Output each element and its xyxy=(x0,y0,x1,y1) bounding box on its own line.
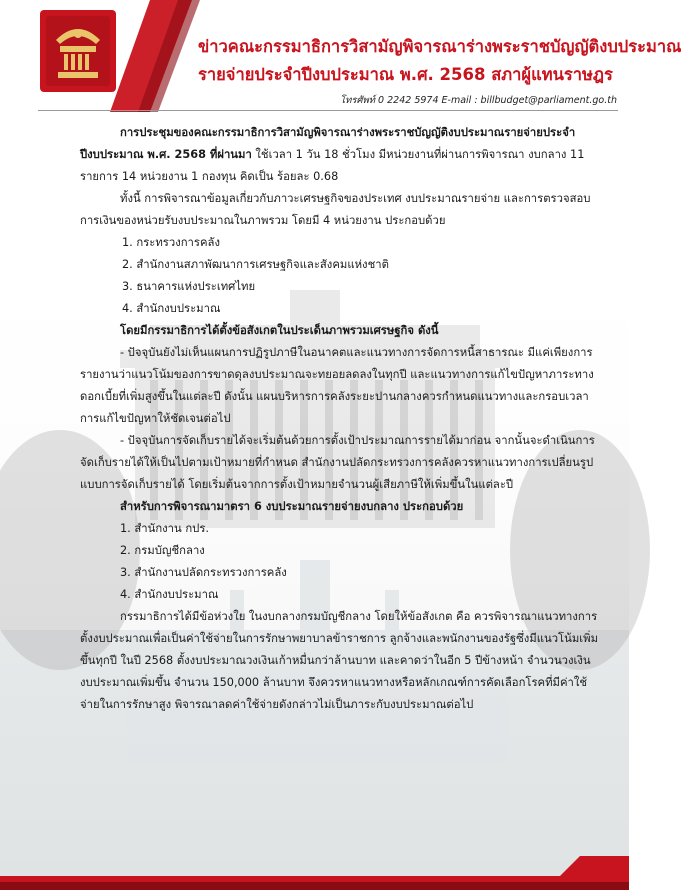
title-line-1: ข่าวคณะกรรมาธิการวิสามัญพิจารณาร่างพระราชบัญญัติงบประมาณ xyxy=(198,37,681,56)
title-line-2: รายจ่ายประจำปีงบประมาณ พ.ศ. 2568 สภาผู้แทนราษฎร xyxy=(198,65,613,84)
agency-list xyxy=(80,232,600,320)
observation-1: - ปัจจุบันยังไม่เห็นแผนการปฏิรูปภาษีในอนาคตและแนวทางการจัดการหนี้สาธารณะ มีแค่เพียงการรายงานว่าแนวโน้มของการขาดดุลงบประมาณจะทยอยลดลงในทุกปี และแนวทางการแก้ไขปัญหาภาระทางดอกเบี้ยที่เพิ่มสูงขึ้นในแต่ละปี ดังนั้น แผนบริหารการคลังระยะปานกลางควรกำหนดแนวทางและกรอบเวลาการแก้ไขปัญหาให้ชัดเจนต่อไป xyxy=(80,346,594,425)
intro-rest-text: ใช้เวลา 1 วัน 18 ชั่วโมง มีหน่วยงานที่ผ่านการพิจารณา งบกลาง 11 รายการ 14 หน่วยงาน 1 กองทุน คิดเป็น ร้อยละ 0.68 xyxy=(80,148,585,183)
list-item: 3. สำนักงานปลัดกระทรวงการคลัง xyxy=(120,566,287,579)
header-divider xyxy=(38,110,618,111)
list-item: 4. สำนักงบประมาณ xyxy=(122,302,221,315)
list-item: 1. กระทรวงการคลัง xyxy=(122,236,220,249)
list-item: 2. กรมบัญชีกลาง xyxy=(120,544,205,557)
central-budget-heading: สำหรับการพิจารณามาตรา 6 งบประมาณรายจ่ายงบกลาง ประกอบด้วย xyxy=(120,500,464,513)
footer-decoration xyxy=(0,856,629,890)
list-item: 2. สำนักงานสภาพัฒนาการเศรษฐกิจและสังคมแห่งชาติ xyxy=(122,258,389,271)
list-item: 1. สำนักงาน กปร. xyxy=(120,522,210,535)
paragraph-agencies: ทั้งนี้ การพิจารณาข้อมูลเกี่ยวกับภาวะเศรษฐกิจของประเทศ งบประมาณรายจ่าย และการตรวจสอบการเงินของหน่วยรับงบประมาณในภาพรวม โดยมี 4 หน่วยงาน ประกอบด้วย xyxy=(80,192,591,227)
list-item: 3. ธนาคารแห่งประเทศไทย xyxy=(122,280,256,293)
contact-info: โทรศัพท์ 0 2242 5974 E-mail : billbudget@parliament.go.th xyxy=(340,95,617,106)
list-item: 4. สำนักงบประมาณ xyxy=(120,588,219,601)
paragraph-concern: กรรมาธิการได้มีข้อห่วงใย ในงบกลางกรมบัญชีกลาง โดยให้ข้อสังเกต คือ ควรพิจารณาแนวทางการตั้งงบประมาณเพื่อเป็นค่าใช้จ่ายในการรักษาพยาบาลข้าราชการ ลูกจ้างและพนักงานของรัฐซึ่งมีแนวโน้มเพิ่มขึ้นทุกปี ในปี 2568 ตั้งงบประมาณวงเงินเก้าหมื่นกว่าล้านบาท และคาดว่าในอีก 5 ปีข้างหน้า จำนวนวงเงินงบประมาณเพิ่มขึ้น จำนวน 150,000 ล้านบาท จึงควรหาแนวทางหรือหลักเกณฑ์การคัดเลือกโรคที่มีค่าใช้จ่ายในการรักษาสูง พิจารณาลดค่าใช้จ่ายดังกล่าวไม่เป็นภาระกับงบประมาณต่อไป xyxy=(80,610,599,711)
document-header xyxy=(0,0,681,112)
economy-heading: โดยมีกรรมาธิการได้ตั้งข้อสังเกตในประเด็นภาพรวมเศรษฐกิจ ดังนี้ xyxy=(120,324,439,337)
paragraph-intro xyxy=(80,122,600,188)
intro-bold-text: การประชุมของคณะกรรมาธิการวิสามัญพิจารณาร่างพระราชบัญญัติงบประมาณรายจ่ายประจำปีงบประมาณ พ.ศ. 2568 ที่ผ่านมา xyxy=(80,126,576,161)
observation-2: - ปัจจุบันการจัดเก็บรายได้จะเริ่มต้นด้วยการตั้งเป้าประมาณการรายได้มาก่อน จากนั้นจะดำเนินการจัดเก็บรายได้ให้เป็นไปตามเป้าหมายที่กำหนด สำนักงานปลัดกระทรวงการคลังควรหาแนวทางการเปลี่ยนรูปแบบการจัดเก็บรายได้ โดยเริ่มต้นจากการตั้งเป้าหมายจำนวนผู้เสียภาษีให้เพิ่มขึ้นในแต่ละปี xyxy=(80,434,595,491)
parliament-emblem-icon xyxy=(40,10,116,92)
central-budget-list xyxy=(80,518,600,606)
document-body xyxy=(80,122,600,716)
